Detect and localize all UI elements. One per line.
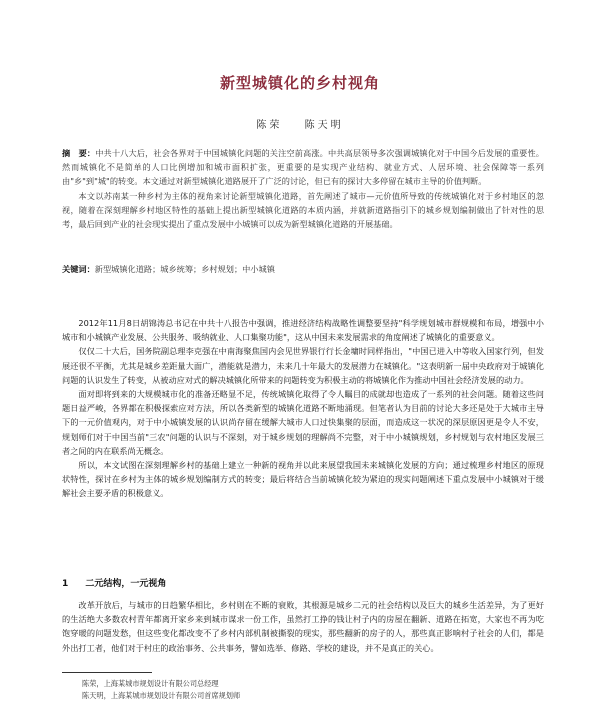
- section-paragraph: 改革开放后，与城市的日趋繁华相比，乡村则在不断的衰败，其根源是城乡二元的社会结构以及巨大的城乡生活差异，为了更好的生活绝大多数农村青年都离开家乡来到城市谋求一份工作，虽然打工挣的钱让村子内的房屋在翻新、道路在拓宽，大家也不再为吃饱穿暖的问题发愁，但这些变化都改变不了乡村内部机制被撕裂的现实，那些翻新的房子的人，那些真正影响村子社会的人们，都是外出打工者，他们对于村庄的政治事务、公共事务，譬如选举、修路、学校的建设，并不是真正的关心。: [62, 600, 544, 653]
- abstract-paragraph: [62, 146, 544, 189]
- footnotes: [82, 678, 240, 702]
- body-paragraph: 2012年11月8日胡锦涛总书记在中共十八报告中强调，推进经济结构战略性调整要坚持"科学规划城市群规模和布局，增强中小城市和小城镇产业发展、公共服务、吸纳就业、人口集聚功能"，这从中国未来发展需求的角度阐述了城镇化的重要意义。: [62, 318, 544, 343]
- footnote-divider: [62, 672, 152, 673]
- section-body: [62, 598, 544, 655]
- author-line: [0, 116, 600, 131]
- body-paragraph: 仅仅二十大后，国务院副总理李克强在中南海聚焦国内会见世界银行行长金墉时同样指出，"中国已进入中等收入国家行列，但发展还很不平衡，尤其是城乡差距量大面广，潜能就是潜力，未来几十年最大的发展潜力在城镇化。"这表明新一届中央政府对于城镇化问题的认识发生了转变，从被动应对式的解决城镇化所带来的问题转变为积极主动的将城镇化作为推动中国社会经济发展的动力。: [62, 346, 544, 385]
- body-text: [62, 316, 544, 501]
- keywords-label: 关键词：: [62, 264, 95, 274]
- keywords: [62, 264, 544, 275]
- author-name: 陈荣: [256, 120, 283, 131]
- author-name: 陈天明: [304, 120, 344, 131]
- abstract: [62, 146, 544, 231]
- footnote: 陈天明，上海某城市规划设计有限公司首席规划师: [82, 691, 241, 700]
- keywords-text: 新型城镇化道路；城乡统筹；乡村规划；中小城镇: [94, 264, 275, 274]
- abstract-text: 中共十八大后，社会各界对于中国城镇化问题的关注空前高涨。中共高层领导多次强调城镇化对于中国今后发展的重要性。然而城镇化不是简单的人口比例增加和城市面积扩张，更重要的是实现产业结构、就业方式、人居环境、社会保障等一系列由"乡"到"城"的转变。本文通过对新型城镇化道路展开了广泛的讨论，但已有的探讨大多停留在城市主导的价值判断。: [62, 148, 544, 187]
- body-paragraph: 面对即将到来的大规模城市化的准备还略显不足，传统城镇化取得了令人瞩目的成就却也造成了一系列的社会问题。随着这些问题日益严峻，各界都在积极探索应对方法，所以各类新型的城镇化道路不断地涌现。但笔者认为目前的讨论大多还是处于大城市主导下的一元价值观内，对于中小城镇发展的认识尚存留在缓解大城市人口过快集聚的层面，而造成这一状况的深层原因更是令人不安，规划师们对于中国当前"三农"问题的认识与不深刻，对于城乡规划的理解尚不完整，对于中小城镇规划，乡村规划与农村地区发展三者之间的内在联系尚无概念。: [62, 389, 544, 456]
- section-title: 二元结构，一元视角: [85, 579, 167, 589]
- paper-title: 新型城镇化的乡村视角: [219, 74, 380, 92]
- abstract-paragraph: 本文以苏南某一种乡村为主体的视角来讨论新型城镇化道路，首先阐述了城市—元价值所导致的传统城镇化对于乡村地区的忽视，随着在深刻理解乡村地区特性的基础上提出新型城镇化道路的本质内涵，并就新道路指引下的城乡规划编制做出了针对性的思考，最后回到产业的社会现实提出了重点发展中小城镇可以成为新型城镇化道路的开展基础。: [62, 190, 544, 230]
- section-number: 1: [62, 579, 69, 589]
- abstract-label: 摘 要：: [62, 148, 96, 158]
- section-heading: [62, 576, 166, 589]
- body-paragraph: 所以，本文试图在深刻理解乡村的基础上建立一种新的视角并以此来展望我国未来城镇化发展的方向；通过梳理乡村地区的原现状特性，探讨在乡村为主体的城乡规划编制方式的转变；最后将结合当前城镇化较为紧迫的现实问题阐述下重点发展中小城镇对于缓解社会主要矛盾的积极意义。: [62, 460, 544, 499]
- footnote: 陈荣，上海某城市规划设计有限公司总经理: [82, 679, 219, 688]
